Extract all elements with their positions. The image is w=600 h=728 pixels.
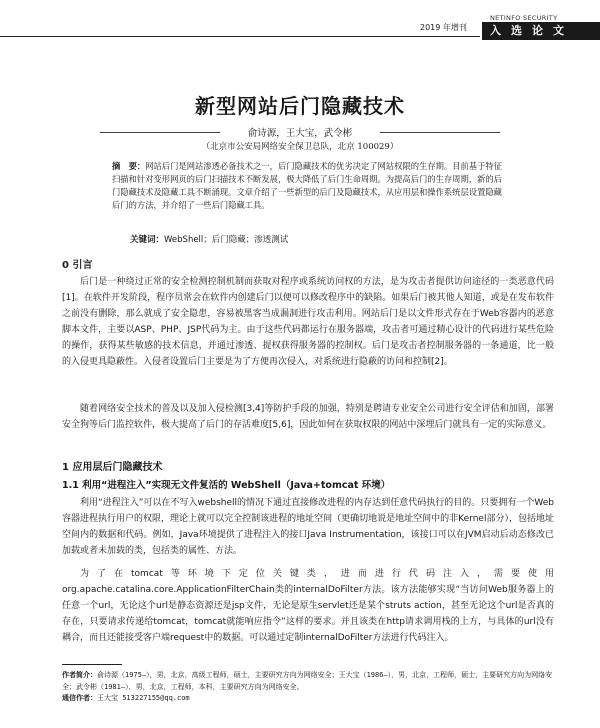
contact-label: 通信作者： xyxy=(62,694,97,702)
abstract-text: 网站后门是网站渗透必备技术之一，后门隐藏技术的优劣决定了网站权限的生存期。目前基于特征扫描和针对变形网页的后门扫描技术不断发展，极大降低了后门生命周期。为提高后门的生存周期，新的后门隐藏技术及隐藏工具不断涌现。文章介绍了一些新型的后门及隐藏技术，从应用层和操作系统层设置隐藏后门的方法，并介绍了一些后门隐藏工具。 xyxy=(112,161,502,210)
keywords-label: 关键词： xyxy=(130,235,165,245)
footnote-rule xyxy=(62,664,122,665)
keywords-text: WebShell；后门隐藏；渗透测试 xyxy=(164,235,289,245)
affiliation: （北京市公安局网络安全保卫总队，北京 100029） xyxy=(201,142,399,152)
section-1-1-heading: 1.1 利用“进程注入”实现无文件复活的 WebShell（Java+tomcat 环境） xyxy=(62,480,391,491)
intro-paragraph-1: 后门是一种绕过正常的安全检测控制机制而获取对程序或系统访问权的方法，是为攻击者提供访问途径的一类恶意代码[1]。在软件开发阶段，程序员常会在软件内创建后门以便可以修改程序中的缺陷。如果后门被其他人知道，或是在发布软件之前没有删除，那么就成了安全隐患，容易被黑客当成漏洞进行攻击利用。网站后门是以文件形式存在于Web容器内的恶意脚本文件，主要以ASP、PHP、JSP代码为主。由于这些代码都运行在服务器端，攻击者可通过精心设计的代码进行某些危险的操作，获得某些敏感的技术信息，并通过渗透、提权获得服务器的控制权。后门是攻击者控制服务器的一条通道，比一般的入侵更具隐蔽性。入侵者设置后门主要是为了方便再次侵入，对系统进行隐蔽的访问和控制[2]。 xyxy=(62,277,554,367)
footnote-label: 作者简介： xyxy=(62,671,97,679)
abstract xyxy=(112,160,507,212)
page-title: 新型网站后门隐藏技术 xyxy=(195,94,405,118)
footnote-text: 俞诗源（1975—），男，北京，高级工程师，硕士，主要研究方向为网络安全；王大宝（1986—），男，北京，工程师，硕士，主要研究方向为网络安全；武令彬（1981—），男，北京，工程师，本科，主要研究方向为网络安全。 xyxy=(62,671,553,691)
keywords xyxy=(130,233,288,245)
journal-brand: NETINFO SECURITY xyxy=(490,14,558,22)
abstract-label: 摘 要： xyxy=(112,161,146,171)
section-1-1-paragraph-2: 为了在tomcat等环境下定位关键类，进而进行代码注入，需要使用org.apache.catalina.core.ApplicationFilterChain类的internalDoFilter方法。该方法能够实现“当访问Web服务器上的任意一个url，无论这个url是静态资源还是jsp文件，无论是原生servlet还是某个struts action，甚至无论这个url是否真的存在，只要请求传递给tomcat，tomcat就能响应指令”这样的要求。并且该类在http请求调用栈的上方，与具体的url没有耦合，而且还能接受客户端request中的数据。可以通过定制internalDoFilter方法进行代码注入。 xyxy=(62,569,554,643)
section-1-1-paragraph-1: 利用“进程注入”可以在不写入webshell的情况下通过直接修改进程的内存达到任意代码执行的目的。只要拥有一个Web容器进程执行用户的权限，理论上就可以完全控制该进程的地址空间（更确切地说是地址空间中的非Kernel部分），包括地址空间内的数据和代码。例如，Java环境提供了进程注入的接口Java Instrumentation，该接口可以在JVM启动后动态修改已加载或者未加载的类，包括类的属性、方法。 xyxy=(62,498,554,556)
intro-heading: 0 引言 xyxy=(62,260,93,271)
footnote xyxy=(62,670,554,705)
section-1-heading: 1 应用层后门隐藏技术 xyxy=(62,462,163,473)
contact-text: 王大宝 513227155@qq.com xyxy=(97,694,190,702)
authors: 俞诗源，王大宝，武令彬 xyxy=(247,128,353,139)
intro-paragraph-2: 随着网络安全技术的普及以及加入侵检测[3,4]等防护手段的加强，特别是聘请专业安全公司进行安全评估和加固，部署安全狗等后门监控软件，极大提高了后门的存活难度[5,6]，因此如何在获取权限的网站中深埋后门就具有一定的实际意义。 xyxy=(62,404,554,430)
issue-label: 2019 年增刊 xyxy=(420,23,467,32)
header-rule xyxy=(0,36,480,37)
section-tab: 入选论文 xyxy=(482,22,600,40)
